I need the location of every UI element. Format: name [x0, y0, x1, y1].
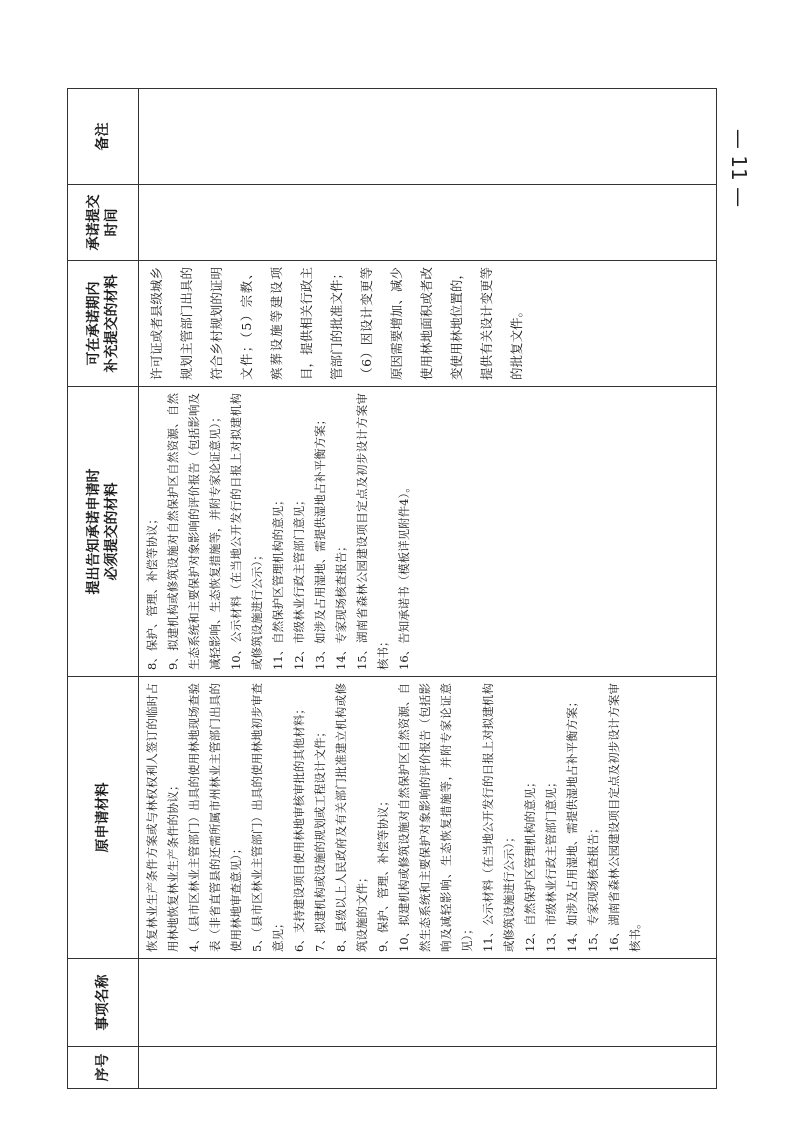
header-required-line1: 提出告知承诺申请时 [86, 468, 102, 595]
header-time-line2: 时间 [104, 208, 120, 237]
original-item: 5、（县市区林业主管部门）出具的使用林地初步审查意见； [250, 683, 285, 952]
original-item: 8、县级以上人民政府及有关部门批准建立机构或修筑设施的文件； [334, 683, 369, 952]
original-item: 恢复林业生产条件方案或与林权权利人签订的临时占用林地恢复林业生产条件的协议； [145, 683, 180, 952]
required-item: 14、专家现场核查报告； [334, 540, 348, 670]
required-item: 10、公示材料（在当地公开发行的日报上对拟建机构或修筑设施进行公示）； [229, 393, 264, 670]
header-name: 事项名称 [68, 959, 139, 1047]
required-item: 15、湖南省森林公园建设项目定点及初步设计方案审核书； [355, 393, 390, 670]
original-item: 4、（县市区林业主管部门）出具的使用林地现场查验表（非省直管县的还需所属市州林业主管部门出具的使用林地审查意见）； [187, 683, 243, 952]
required-item: 13、如涉及占用湿地、需提供湿地占补平衡方案； [313, 413, 327, 670]
header-row [68, 89, 139, 1089]
header-supplement [68, 261, 139, 387]
original-item: 12、自然保护区管理机构的意见； [523, 776, 537, 952]
original-item: 6、支持建设项目使用林地审核审批的其他材料； [292, 703, 306, 952]
cell-time [139, 185, 717, 261]
cell-required [139, 387, 717, 677]
original-item: 10、拟建机构或修筑设施对自然保护区自然资源、自然生态系统和主要保护对象影响的评价报告（包括影响及减轻影响、生态恢复措施等，并附专家论证意见）； [397, 683, 474, 952]
header-time [68, 185, 139, 261]
header-note: 备注 [68, 89, 139, 185]
original-item: 9、保护、管理、补偿等协议； [376, 795, 390, 952]
cell-supplement: 许可证或者县级城乡规划主管部门出具的符合乡村规划的证明文件；（5）宗教、殡葬设施等建设项目，提供相关行政主管部门的批准文件；（6）因设计变更等原因需要增加、减少使用林地面积或者改变使用林地位置的，提供有关设计变更等的批复文件。 [139, 261, 717, 387]
header-supplement-line2: 补充提交的材料 [104, 274, 120, 373]
original-item: 7、拟建机构或设施的规划或工程设计文件； [313, 726, 327, 952]
cell-seq [139, 1047, 717, 1089]
cell-name [139, 959, 717, 1047]
rotated-table-wrapper [67, 89, 717, 1089]
materials-table [67, 88, 717, 1089]
header-supplement-line1: 可在承诺期内 [86, 281, 102, 366]
cell-note [139, 89, 717, 185]
original-item: 16、湖南省森林公园建设项目定点及初步设计方案审核书。 [607, 683, 642, 952]
original-item: 13、市级林业行政主管部门意见； [544, 776, 558, 952]
header-seq: 序号 [68, 1047, 139, 1089]
header-required-line2: 必须提交的材料 [104, 482, 120, 581]
original-item: 15、专家现场核查报告； [586, 822, 600, 952]
page-number: — 11 — [727, 128, 752, 208]
required-item: 11、自然保护区管理机构的意见； [271, 494, 285, 670]
cell-original [139, 677, 717, 959]
required-item: 16、告知承诺书（模板详见附件4）。 [397, 481, 411, 670]
header-time-line1: 承诺提交 [86, 194, 102, 251]
required-item: 8、保护、管理、补偿等协议； [145, 513, 159, 670]
original-item: 14、如涉及占用湿地、需提供湿地占补平衡方案； [565, 695, 579, 952]
header-required [68, 387, 139, 677]
required-item: 12、市级林业行政主管部门意见； [292, 494, 306, 670]
table-row [139, 89, 717, 1089]
original-item: 11、公示材料（在当地公开发行的日报上对拟建机构或修筑设施进行公示）； [481, 683, 516, 952]
required-item: 9、拟建机构或修筑设施对自然保护区自然资源、自然生态系统和主要保护对象影响的评价报告（包括影响及减轻影响、生态恢复措施等，并附专家论证意见）； [166, 393, 222, 670]
header-original: 原申请材料 [68, 677, 139, 959]
table-inner [67, 89, 717, 1089]
